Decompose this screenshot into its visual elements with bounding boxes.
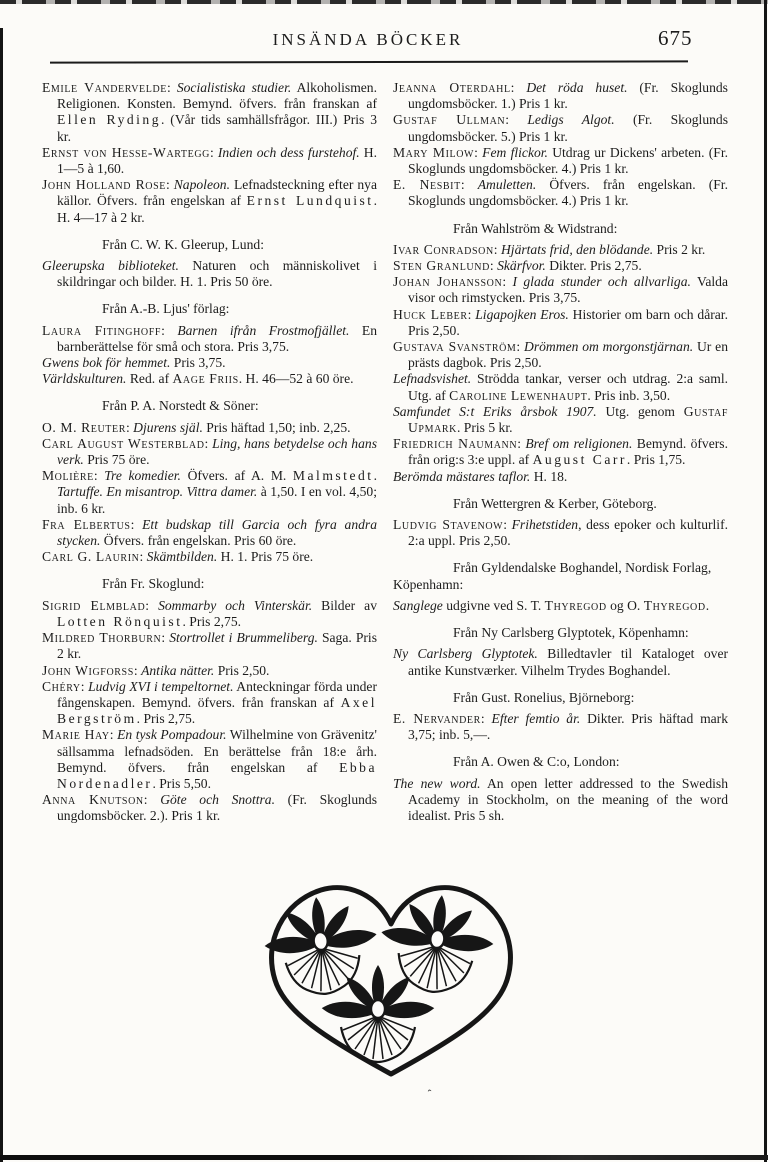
publisher-header: Från Ny Carlsberg Glyptotek, Köpenhamn: — [453, 625, 689, 641]
orchid-bottom — [321, 965, 435, 1062]
book-entry: E. Nervander: Efter femtio år. Dikter. Pris häftad mark 3,75; inb. 5,—. — [393, 710, 728, 743]
book-entry: Ernst von Hesse-Wartegg: Indien och dess furstehof. H. 1—5 à 1,60. — [42, 144, 377, 177]
book-entry: Gleerupska biblioteket. Naturen och människolivet i skildringar och bilder. H. 1. Pris 50 öre. — [42, 258, 377, 290]
book-entry: Huck Leber: Ligapojken Eros. Historier om barn och dårar. Pris 2,50. — [393, 306, 728, 338]
ink-speck: ˆ — [427, 1088, 433, 1101]
scan-edge-bottom — [0, 1155, 768, 1160]
book-entry: Sigrid Elmblad: Sommarby och Vinterskär. Bilder av Lotten Rönquist. Pris 2,75. — [42, 597, 377, 629]
book-entry: Emile Vandervelde: Socialistiska studier. Alkoholismen. Religionen. Konsten. Bemynd. öfvers. från franskan af Ellen Ryding. (Vår tids samhällsfrågor. III.) Pris 3 kr. — [42, 80, 377, 144]
book-entry: Johan Johansson: I glada stunder och allvarliga. Valda visor och rimstycken. Pris 3,75. — [393, 274, 728, 306]
publisher-header: Från Wettergren & Kerber, Göteborg. — [453, 495, 657, 511]
publisher-header: Från A.-B. Ljus' förlag: — [102, 301, 230, 317]
book-entry: Jeanna Oterdahl: Det röda huset. (Fr. Skoglunds ungdomsböcker. 1.) Pris 1 kr. — [393, 80, 728, 112]
book-entry: Laura Fitinghoff: Barnen ifrån Frostmofjället. En barnberättelse för små och stora. Pris 3,75. — [42, 322, 377, 354]
book-entry: Mildred Thorburn: Stortrollet i Brummeliberg. Saga. Pris 2 kr. — [42, 630, 377, 662]
book-entry: Gwens bok för hemmet. Pris 3,75. — [42, 355, 226, 371]
book-entry: Samfundet S:t Eriks årsbok 1907. Utg. genom Gustaf Upmark. Pris 5 kr. — [393, 403, 729, 436]
book-entry: Ny Carlsberg Glyptotek. Billedtavler til Kataloget over antike Kunstværker. Vilhelm Trydes Boghandel. — [393, 646, 729, 678]
book-entry: John Wigforss: Antika nätter. Pris 2,50. — [42, 662, 270, 678]
book-entry: Ivar Conradson: Hjärtats frid, den blödande. Pris 2 kr. — [393, 241, 706, 257]
book-entry: Ludvig Stavenow: Frihetstiden, dess epoker och kulturlif. 2:a uppl. Pris 2,50. — [393, 517, 728, 549]
column-left — [42, 80, 377, 825]
publisher-header: Från A. Owen & C:o, London: — [453, 754, 620, 770]
scan-edge-left — [0, 28, 3, 1162]
scan-edge-right — [764, 0, 767, 1162]
book-entry: Fra Elbertus: Ett budskap till Garcia och fyra andra stycken. Öfvers. från engelskan. Pris 60 öre. — [42, 516, 377, 549]
book-entry: John Holland Rose: Napoleon. Lefnadsteckning efter nya källor. Öfvers. från engelskan af Ernst Lundquist. H. 4—17 à 2 kr. — [42, 177, 377, 225]
book-entry: Mary Milow: Fem flickor. Utdrag ur Dickens' arbeten. (Fr. Skoglunds ungdomsböcker. 4.) Pris 1 kr. — [393, 144, 728, 177]
book-entry: E. Nesbit: Amuletten. Öfvers. från engelskan. (Fr. Skoglunds ungdomsböcker. 4.) Pris 1 kr. — [393, 177, 728, 209]
publisher-header: Från Wahlström & Widstrand: — [453, 220, 618, 236]
book-entry: Sanglege udgivne ved S. T. Thyregod og O. Thyregod. — [393, 597, 710, 613]
book-entry: Lefnadsvishet. Strödda tankar, verser och utdrag. 2:a saml. Utg. af Caroline Lewenhaupt. Pris inb. 3,50. — [393, 371, 728, 403]
book-entry: Berömda mästares taflor. H. 18. — [393, 468, 568, 484]
publisher-header: Från Fr. Skoglund: — [102, 576, 205, 592]
book-entry: Marie Hay: En tysk Pompadour. Wilhelmine von Grävenitz' sällsamma lefnadsöden. En berättelse från 18:e årh. Bemynd. öfvers. från engelskan af Ebba Nordenadler. Pris 5,50. — [42, 727, 377, 791]
book-entry: Sten Granlund: Skärfvor. Dikter. Pris 2,75. — [393, 258, 642, 274]
publisher-header: Från C. W. K. Gleerup, Lund: — [102, 236, 264, 252]
publisher-header: Från Gyldendalske Boghandel, Nordisk Forlag, Köpenhamn: — [393, 560, 712, 592]
scan-edge-top — [0, 0, 768, 4]
book-entry: Världskulturen. Red. af Aage Friis. H. 46—52 à 60 öre. — [42, 371, 354, 387]
book-entry: Carl G. Laurin: Skämtbilden. H. 1. Pris 75 öre. — [42, 549, 314, 565]
publisher-header: Från P. A. Norstedt & Söner: — [102, 398, 259, 414]
book-entry: Molière: Tre komedier. Öfvers. af A. M. Malmstedt. Tartuffe. En misantrop. Vittra damer. à 1,50. I en vol. 4,50; inb. 6 kr. — [42, 468, 377, 516]
publisher-header: Från Gust. Ronelius, Björneborg: — [453, 689, 635, 705]
header-rule — [50, 60, 688, 63]
page-title: INSÄNDA BÖCKER — [272, 30, 464, 49]
book-entry: Gustava Svanström: Drömmen om morgonstjärnan. Ur en prästs dagbok. Pris 2,50. — [393, 339, 728, 371]
book-entry: Anna Knutson: Göte och Snottra. (Fr. Skoglunds ungdomsböcker. 2.). Pris 1 kr. — [42, 792, 377, 824]
book-entry: O. M. Reuter: Djurens själ. Pris häftad 1,50; inb. 2,25. — [42, 419, 351, 435]
heart-outline — [272, 888, 511, 1074]
book-entry: The new word. An open letter addressed to the Swedish Academy in Stockholm, on the meaning of the word idealist. Pris 5 sh. — [393, 775, 728, 823]
text-columns — [42, 80, 728, 825]
page-number: 675 — [658, 26, 693, 50]
book-entry: Gustaf Ullman: Ledigs Algot. (Fr. Skoglunds ungdomsböcker. 5.) Pris 1 kr. — [393, 112, 729, 144]
book-entry: Chéry: Ludvig XVI i tempeltornet. Anteckningar förda under fångenskapen. Bemynd. öfvers. från franskan af Axel Bergström. Pris 2,75. — [42, 678, 377, 727]
heart-floral-ornament — [251, 880, 531, 1082]
book-entry: Friedrich Naumann: Bref om religionen. Bemynd. öfvers. från orig:s 3:e uppl. af August Carr. Pris 1,75. — [393, 436, 728, 468]
book-entry: Carl August Westerblad: Ling, hans betydelse och hans verk. Pris 75 öre. — [42, 435, 377, 468]
column-right — [393, 80, 728, 825]
orchid-top-right — [375, 889, 498, 997]
